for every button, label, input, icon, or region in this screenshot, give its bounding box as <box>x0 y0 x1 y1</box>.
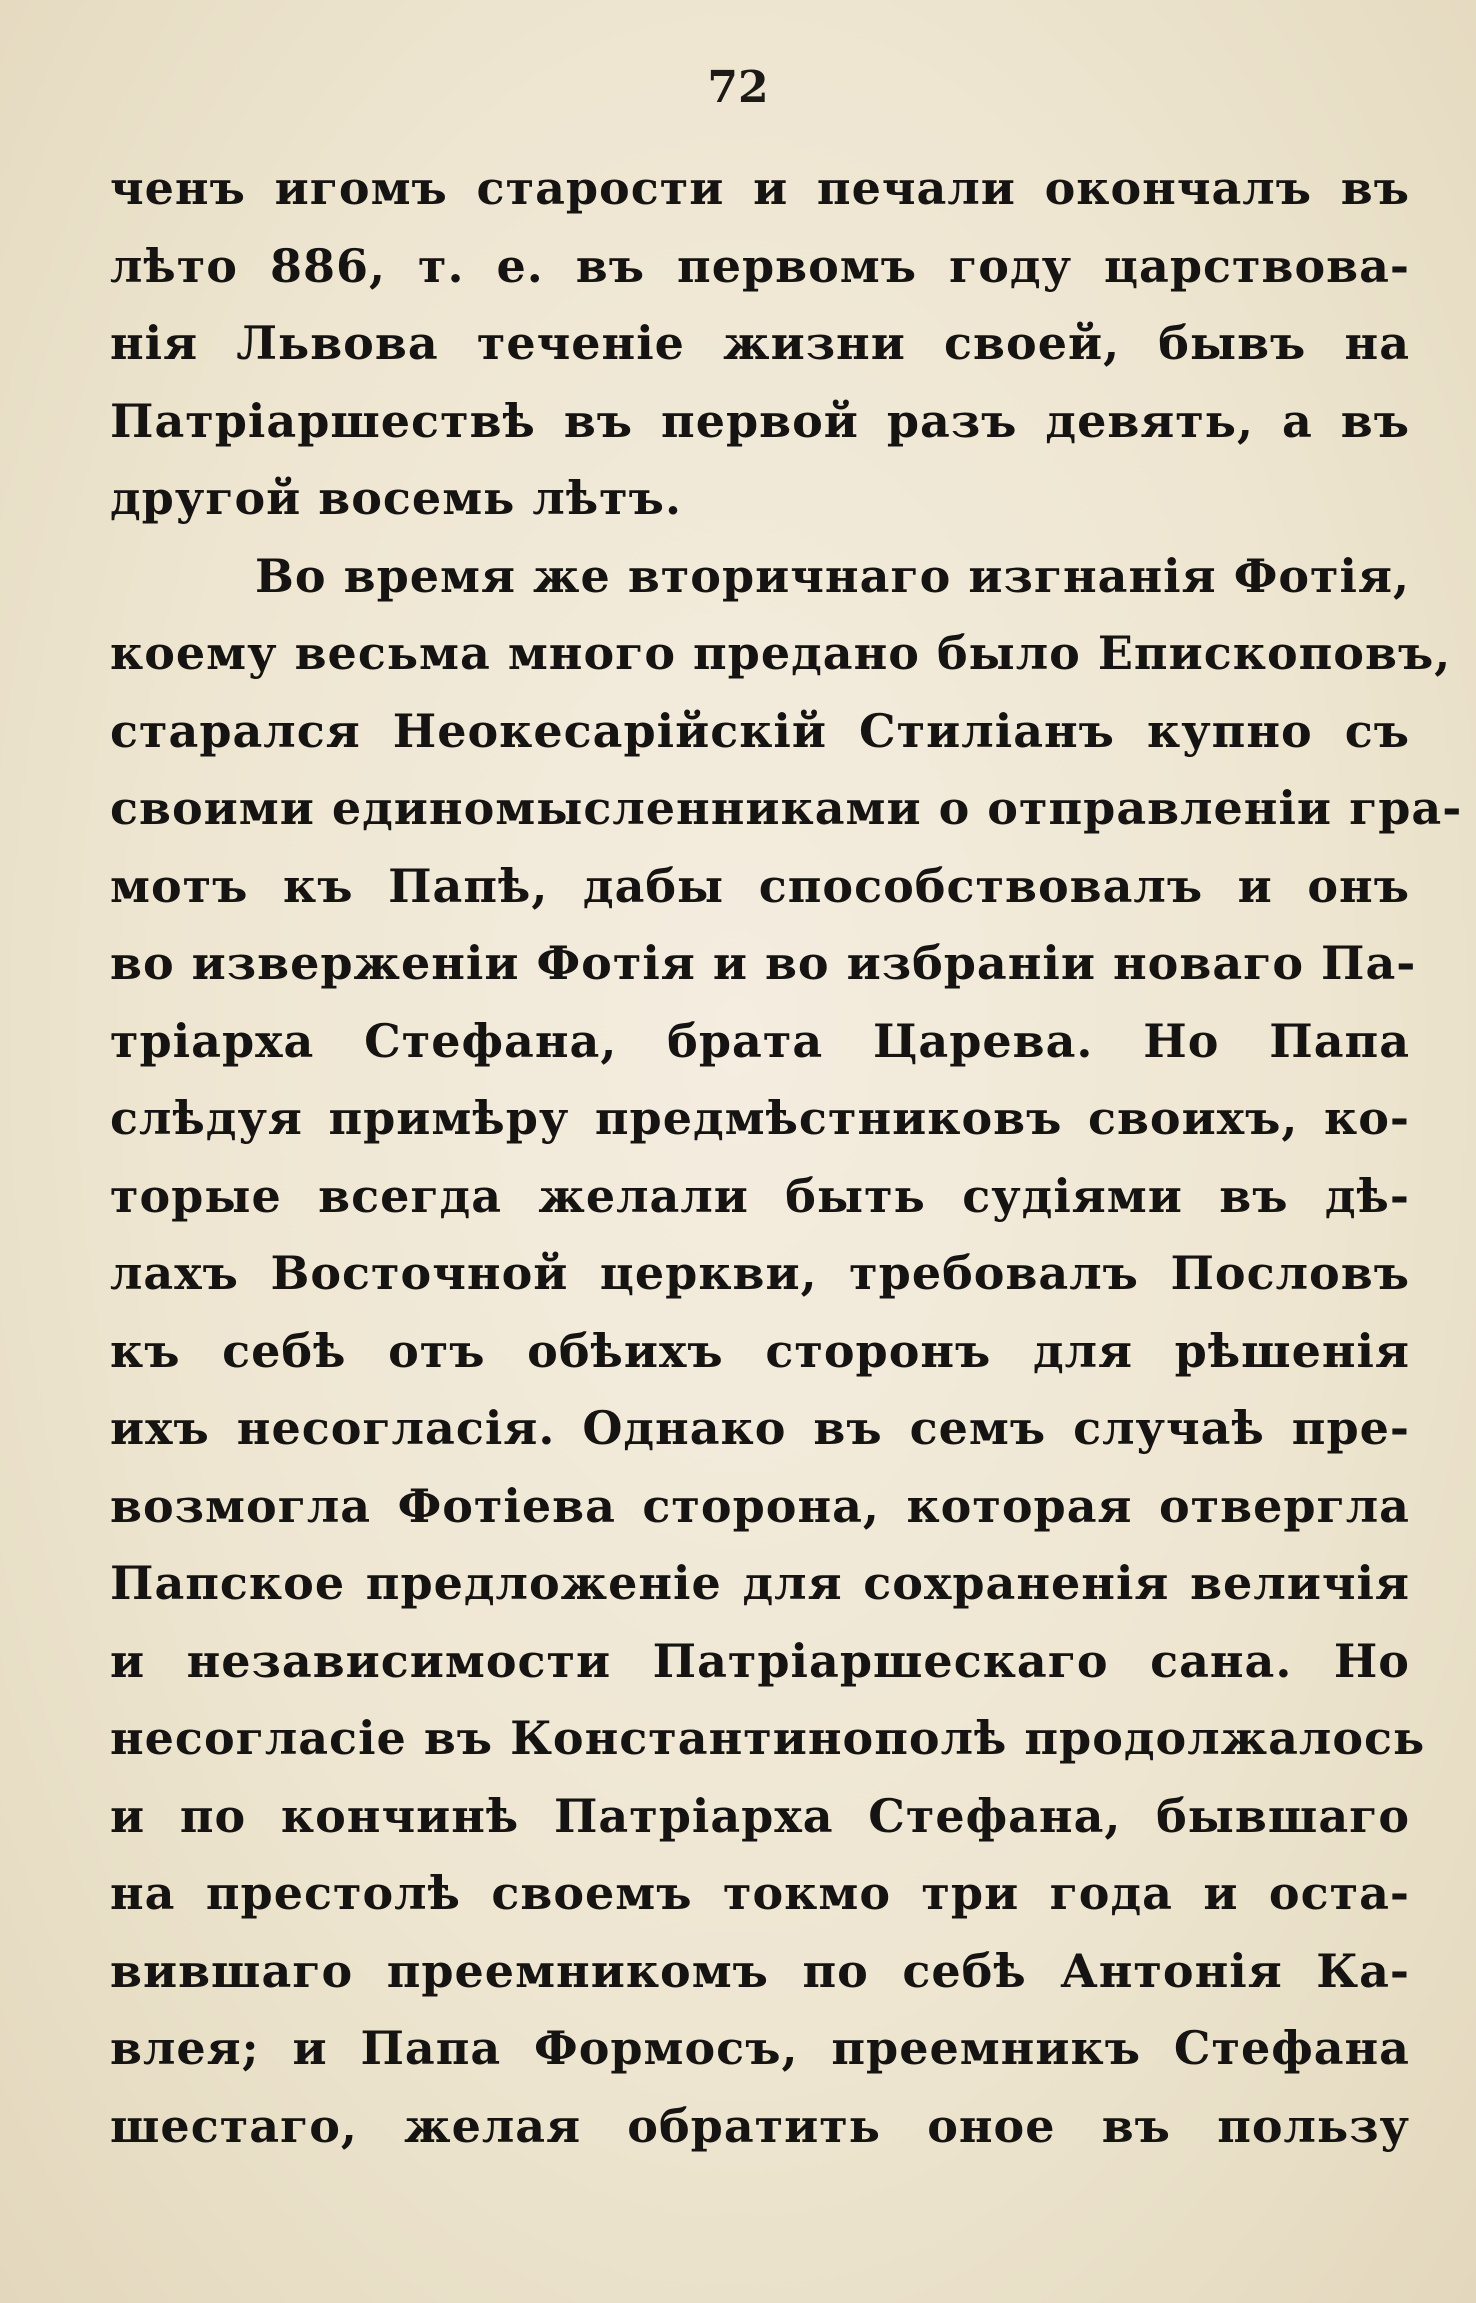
paragraph-start-line: Во время же вторичнаго изгнанія Фотія, <box>255 548 1410 603</box>
text-line: коему весьма много предано было Епископовъ, <box>110 626 1452 680</box>
text-line: на престолѣ своемъ токмо три года и оста- <box>110 1866 1410 1920</box>
paragraph-end-line: другой восемь лѣтъ. <box>110 471 682 525</box>
page-number: 72 <box>707 62 769 113</box>
text-line: несогласіе въ Константинополѣ продолжалось <box>110 1711 1426 1765</box>
text-line: ихъ несогласія. Однако въ семъ случаѣ пре- <box>110 1401 1410 1455</box>
body-text <box>110 150 1463 2165</box>
text-line: ченъ игомъ старости и печали окончалъ въ <box>110 161 1410 215</box>
text-line: и по кончинѣ Патріарха Стефана, бывшаго <box>110 1788 1410 1843</box>
text-line: тріарха Стефана, брата Царева. Но Папа <box>110 1013 1410 1068</box>
text-line: къ себѣ отъ обѣихъ сторонъ для рѣшенія <box>110 1323 1410 1378</box>
text-line: старался Неокесарійскій Стиліанъ купно съ <box>110 703 1410 758</box>
text-line: вившаго преемникомъ по себѣ Антонія Ка- <box>110 1943 1410 1998</box>
text-line: нія Львова теченіе жизни своей, бывъ на <box>110 316 1410 370</box>
text-line: шестаго, желая обратить оное въ пользу <box>110 2098 1410 2153</box>
text-line: и независимости Патріаршескаго сана. Но <box>110 1633 1410 1688</box>
text-line: во изверженіи Фотія и во избраніи новаго Па- <box>110 936 1417 990</box>
text-line: слѣдуя примѣру предмѣстниковъ своихъ, ко- <box>110 1091 1410 1145</box>
text-line: возмогла Фотіева сторона, которая отвергла <box>110 1478 1410 1533</box>
text-line: Папское предложеніе для сохраненія величія <box>110 1556 1410 1610</box>
text-line: Патріаршествѣ въ первой разъ девять, а въ <box>110 393 1410 448</box>
text-line: влея; и Папа Формосъ, преемникъ Стефана <box>110 2021 1410 2075</box>
text-line: лѣто 886, т. е. въ первомъ году царствова- <box>110 238 1410 293</box>
text-line: торые всегда желали быть судіями въ дѣ- <box>110 1168 1410 1223</box>
text-line: лахъ Восточной церкви, требовалъ Пословъ <box>110 1246 1410 1300</box>
text-line: своими единомысленниками о отправленіи гра- <box>110 781 1463 835</box>
text-line: мотъ къ Папѣ, дабы способствовалъ и онъ <box>110 858 1410 913</box>
